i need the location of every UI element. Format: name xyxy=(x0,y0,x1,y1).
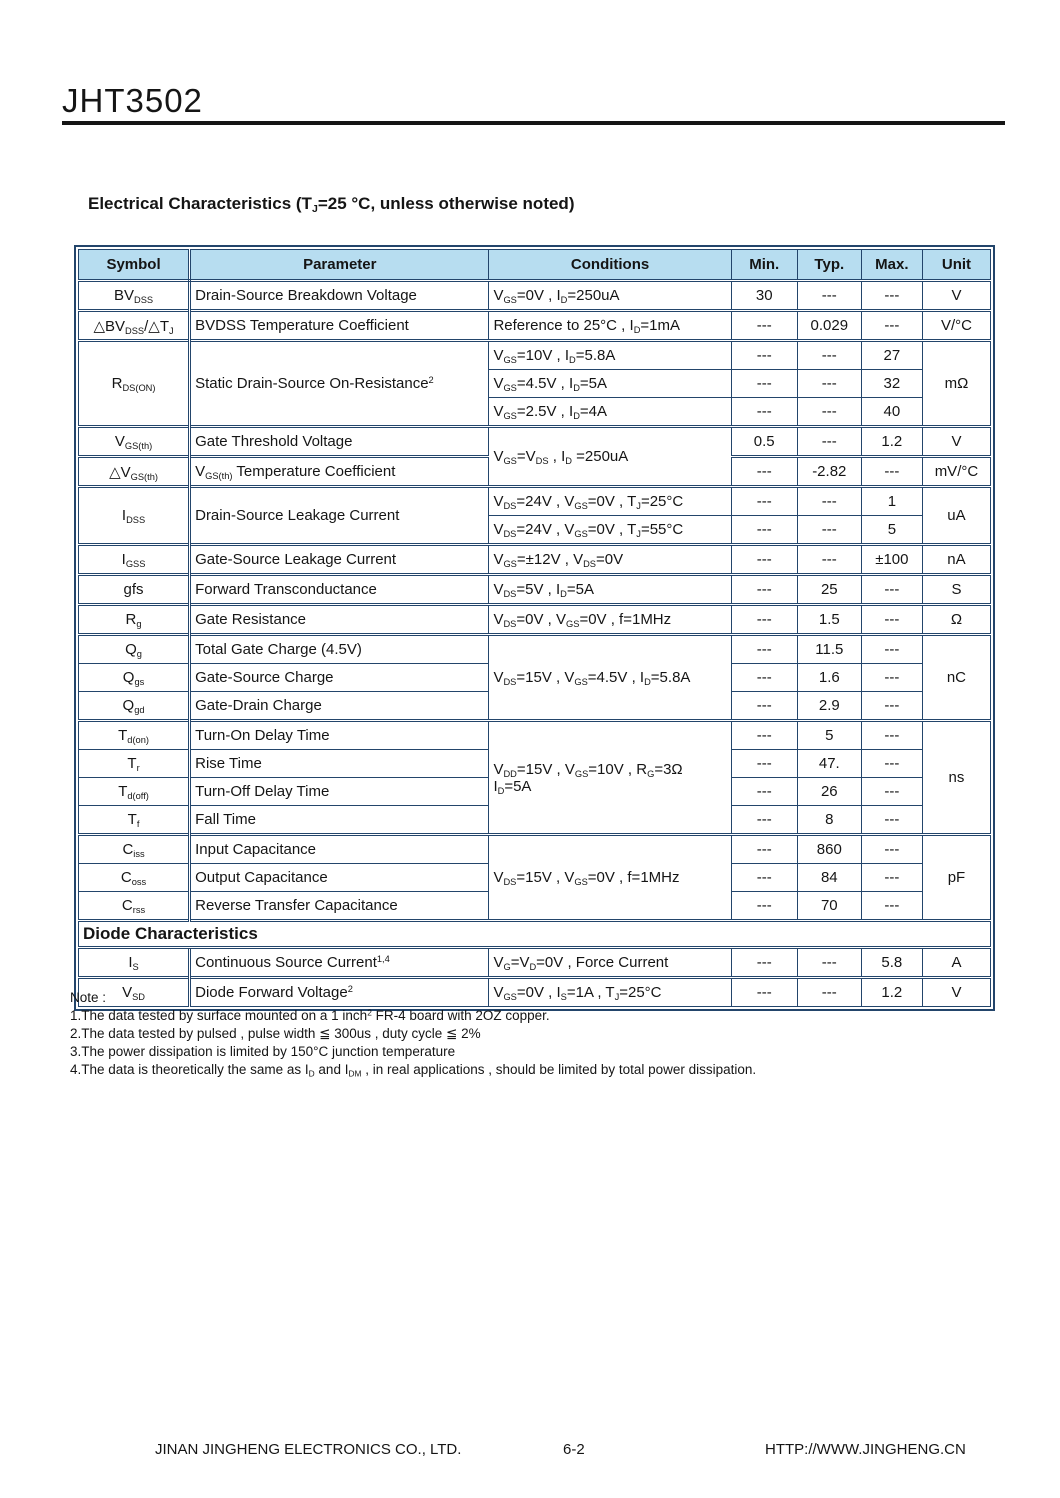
table-cell: Turn-Off Delay Time xyxy=(190,778,489,806)
table-cell: --- xyxy=(861,835,922,864)
table-row xyxy=(79,545,991,575)
table-cell: Output Capacitance xyxy=(190,864,489,892)
note-line-4: 4.The data is theoretically the same as $I_D$ and $I_{DM}$ , in real applications , should be limited by total power dissipation. xyxy=(70,1062,757,1079)
table-cell: $V_{DS}=5V$ , $I_D=5A$ xyxy=(489,575,731,605)
table-cell: $V_{DS}=15V$ , $V_{GS}=0V$ , f=1MHz xyxy=(489,835,731,921)
table-cell: Total Gate Charge (4.5V) xyxy=(190,635,489,664)
table-cell: $V_{GS}=\pm 12V$ , $V_{DS}=0V$ xyxy=(489,545,731,575)
table-cell: --- xyxy=(731,978,797,1007)
table-cell: --- xyxy=(797,341,861,370)
table-cell: --- xyxy=(797,281,861,311)
table-cell: 0.029 xyxy=(797,311,861,341)
table-cell: Reverse Transfer Capacitance xyxy=(190,892,489,921)
table-cell: $\triangle V_{GS(th)}$ xyxy=(79,457,190,487)
column-header: Typ. xyxy=(797,250,861,281)
table-cell: V/°C xyxy=(922,311,990,341)
table-cell: --- xyxy=(731,948,797,978)
table-cell: $Q_{gs}$ xyxy=(79,664,190,692)
diode-section-row xyxy=(79,921,991,948)
table-cell: --- xyxy=(731,892,797,921)
footer-website: HTTP://WWW.JINGHENG.CN xyxy=(765,1441,966,1458)
table-cell: Turn-On Delay Time xyxy=(190,721,489,750)
table-cell: ns xyxy=(922,721,990,835)
table-row xyxy=(79,605,991,635)
part-number-title: JHT3502 xyxy=(62,82,203,119)
table-row xyxy=(79,281,991,311)
table-cell: 30 xyxy=(731,281,797,311)
table-cell: $T_f$ xyxy=(79,806,190,835)
table-cell: Gate-Source Leakage Current xyxy=(190,545,489,575)
footer-page-number: 6-2 xyxy=(563,1441,585,1458)
table-cell: --- xyxy=(797,398,861,427)
table-cell: --- xyxy=(731,605,797,635)
table-cell: Gate Resistance xyxy=(190,605,489,635)
table-cell: --- xyxy=(731,864,797,892)
note-line-3: 3.The power dissipation is limited by 150°C junction temperature xyxy=(70,1044,456,1059)
table-cell: S xyxy=(922,575,990,605)
table-cell: --- xyxy=(861,750,922,778)
table-cell: $I_{DSS}$ xyxy=(79,487,190,545)
table-cell: --- xyxy=(861,575,922,605)
column-header: Symbol xyxy=(79,250,190,281)
table-cell: --- xyxy=(731,721,797,750)
table-cell: 47. xyxy=(797,750,861,778)
table-row xyxy=(79,427,991,457)
table-cell: --- xyxy=(731,545,797,575)
column-header: Unit xyxy=(922,250,990,281)
table-cell: pF xyxy=(922,835,990,921)
table-cell: nA xyxy=(922,545,990,575)
table-cell: --- xyxy=(797,978,861,1007)
table-cell: $V_{DS}=24V$ , $V_{GS}=0V$ , $T_J=25^\circ C$ xyxy=(489,487,731,516)
table-cell: $T_{d(off)}$ xyxy=(79,778,190,806)
table-cell: Diode Forward Voltage$^2$ xyxy=(190,978,489,1007)
table-cell: 5 xyxy=(861,516,922,545)
table-cell: --- xyxy=(861,605,922,635)
table-cell: mV/°C xyxy=(922,457,990,487)
diode-section-label: Diode Characteristics xyxy=(79,921,991,948)
table-cell: --- xyxy=(731,370,797,398)
table-cell: $V_{GS}=4.5V$ , $I_D=5A$ xyxy=(489,370,731,398)
table-cell: $V_{DS}=0V$ , $V_{GS}=0V$ , f=1MHz xyxy=(489,605,731,635)
table-cell: 1.2 xyxy=(861,427,922,457)
table-cell: $BV_{DSS}$ xyxy=(79,281,190,311)
table-cell: 40 xyxy=(861,398,922,427)
table-cell: 2.9 xyxy=(797,692,861,721)
table-cell: --- xyxy=(731,692,797,721)
table-cell: --- xyxy=(861,281,922,311)
table-row xyxy=(79,635,991,664)
table-cell: Drain-Source Leakage Current xyxy=(190,487,489,545)
title-underline xyxy=(62,121,1005,125)
table-cell: --- xyxy=(797,948,861,978)
table-cell: --- xyxy=(797,487,861,516)
electrical-characteristics-table xyxy=(74,245,995,1011)
table-cell: $\triangle BV_{DSS}/\triangle T_J$ xyxy=(79,311,190,341)
table-cell: gfs xyxy=(79,575,190,605)
table-cell: --- xyxy=(797,370,861,398)
table-cell: 27 xyxy=(861,341,922,370)
table-cell: --- xyxy=(731,635,797,664)
table-cell: $C_{oss}$ xyxy=(79,864,190,892)
table-cell: --- xyxy=(861,721,922,750)
table-row xyxy=(79,835,991,864)
table-cell: $V_{GS}=2.5V$ , $I_D=4A$ xyxy=(489,398,731,427)
table-cell: --- xyxy=(731,750,797,778)
table-cell: $T_r$ xyxy=(79,750,190,778)
table-cell: --- xyxy=(731,311,797,341)
table-cell: --- xyxy=(731,778,797,806)
table-cell: $V_{DS}=15V$ , $V_{GS}=4.5V$ , $I_D=5.8A$ xyxy=(489,635,731,721)
table-row xyxy=(79,575,991,605)
table-cell: mΩ xyxy=(922,341,990,427)
table-cell: --- xyxy=(731,341,797,370)
table-cell: Reference to 25°C , $I_D=1mA$ xyxy=(489,311,731,341)
table-cell: 860 xyxy=(797,835,861,864)
table-cell: $V_{DS}=24V$ , $V_{GS}=0V$ , $T_J=55^\circ C$ xyxy=(489,516,731,545)
table-cell: Input Capacitance xyxy=(190,835,489,864)
table-cell: 1 xyxy=(861,487,922,516)
characteristics-table-body xyxy=(79,281,991,1007)
table-cell: --- xyxy=(731,575,797,605)
table-row xyxy=(79,721,991,750)
table-cell: V xyxy=(922,427,990,457)
table-cell: 25 xyxy=(797,575,861,605)
table-cell: 5.8 xyxy=(861,948,922,978)
table-cell: $V_{SD}$ xyxy=(79,978,190,1007)
table-cell: Forward Transconductance xyxy=(190,575,489,605)
table-cell: BVDSS Temperature Coefficient xyxy=(190,311,489,341)
column-header: Max. xyxy=(861,250,922,281)
table-cell: 26 xyxy=(797,778,861,806)
table-cell: --- xyxy=(861,457,922,487)
table-cell: $Q_g$ xyxy=(79,635,190,664)
table-cell: --- xyxy=(731,835,797,864)
table-cell: 0.5 xyxy=(731,427,797,457)
table-row xyxy=(79,487,991,516)
table-cell: $C_{iss}$ xyxy=(79,835,190,864)
table-cell: 1.6 xyxy=(797,664,861,692)
table-cell: $V_{GS}=10V$ , $I_D=5.8A$ xyxy=(489,341,731,370)
table-cell: --- xyxy=(861,311,922,341)
table-cell: --- xyxy=(861,692,922,721)
table-cell: $Q_{gd}$ xyxy=(79,692,190,721)
table-cell: Continuous Source Current$^{1,4}$ xyxy=(190,948,489,978)
table-cell: Rise Time xyxy=(190,750,489,778)
table-row xyxy=(79,948,991,978)
table-cell: Gate Threshold Voltage xyxy=(190,427,489,457)
notes-block xyxy=(70,989,756,1079)
table-cell: $V_{GS(th)}$ Temperature Coefficient xyxy=(190,457,489,487)
table-cell: V xyxy=(922,281,990,311)
table-cell: 8 xyxy=(797,806,861,835)
table-cell: --- xyxy=(861,806,922,835)
table-cell: -2.82 xyxy=(797,457,861,487)
table-cell: 70 xyxy=(797,892,861,921)
table-cell: 5 xyxy=(797,721,861,750)
table-cell: $T_{d(on)}$ xyxy=(79,721,190,750)
footer-company: JINAN JINGHENG ELECTRONICS CO., LTD. xyxy=(155,1441,462,1458)
table-cell: --- xyxy=(731,487,797,516)
table-cell: --- xyxy=(861,778,922,806)
note-line-1: 1.The data tested by surface mounted on a 1 inch$^2$ FR-4 board with 2OZ copper. xyxy=(70,1007,550,1023)
table-cell: --- xyxy=(797,516,861,545)
table-cell: --- xyxy=(861,864,922,892)
table-cell: Static Drain-Source On-Resistance$^2$ xyxy=(190,341,489,427)
table-cell: 1.2 xyxy=(861,978,922,1007)
table-cell: Gate-Drain Charge xyxy=(190,692,489,721)
table-row xyxy=(79,311,991,341)
column-header: Min. xyxy=(731,250,797,281)
section-heading: Electrical Characteristics ($T_J=25$ °C, unless otherwise noted) xyxy=(88,194,575,216)
table-cell: --- xyxy=(731,516,797,545)
table-cell: ±100 xyxy=(861,545,922,575)
table-cell: $R_{DS(ON)}$ xyxy=(79,341,190,427)
table-cell: $I_{GSS}$ xyxy=(79,545,190,575)
table-cell: --- xyxy=(731,806,797,835)
table-cell: --- xyxy=(861,664,922,692)
table-cell: 1.5 xyxy=(797,605,861,635)
table-header-row xyxy=(79,250,991,281)
table-cell: $C_{rss}$ xyxy=(79,892,190,921)
notes-title: Note : xyxy=(70,990,107,1005)
table-cell: 11.5 xyxy=(797,635,861,664)
table-cell: nC xyxy=(922,635,990,721)
table-cell: $V_{GS}=0V$ , $I_S=1A$ , $T_J=25^\circ C$ xyxy=(489,978,731,1007)
table-cell: $V_{GS(th)}$ xyxy=(79,427,190,457)
column-header: Parameter xyxy=(190,250,489,281)
table-cell: --- xyxy=(797,427,861,457)
table-row xyxy=(79,341,991,370)
table-cell: Drain-Source Breakdown Voltage xyxy=(190,281,489,311)
table-cell: $V_{GS}=0V$ , $I_D=250uA$ xyxy=(489,281,731,311)
table-cell: V xyxy=(922,978,990,1007)
table-cell: $V_G=V_D=0V$ , Force Current xyxy=(489,948,731,978)
table-cell: $V_{GS}=V_{DS}$ , $I_D =250uA$ xyxy=(489,427,731,487)
table-cell: $I_S$ xyxy=(79,948,190,978)
page-footer xyxy=(0,1441,1060,1461)
column-header: Conditions xyxy=(489,250,731,281)
table-cell: Fall Time xyxy=(190,806,489,835)
table-cell: $R_g$ xyxy=(79,605,190,635)
table-cell: uA xyxy=(922,487,990,545)
table-cell: Ω xyxy=(922,605,990,635)
table-cell: A xyxy=(922,948,990,978)
table-cell: --- xyxy=(731,398,797,427)
note-line-2: 2.The data tested by pulsed , pulse width ≦ 300us , duty cycle ≦ 2% xyxy=(70,1026,481,1041)
table-cell: --- xyxy=(731,664,797,692)
table-cell: 32 xyxy=(861,370,922,398)
table-cell: --- xyxy=(861,635,922,664)
table-cell: $V_{DD}=15V$ , $V_{GS}=10V$ , $R_G=3\Omega$ $I_D=5A$ xyxy=(489,721,731,835)
table-cell: 84 xyxy=(797,864,861,892)
characteristics-table xyxy=(78,249,991,1007)
table-cell: --- xyxy=(861,892,922,921)
table-cell: --- xyxy=(731,457,797,487)
table-cell: Gate-Source Charge xyxy=(190,664,489,692)
table-cell: --- xyxy=(797,545,861,575)
